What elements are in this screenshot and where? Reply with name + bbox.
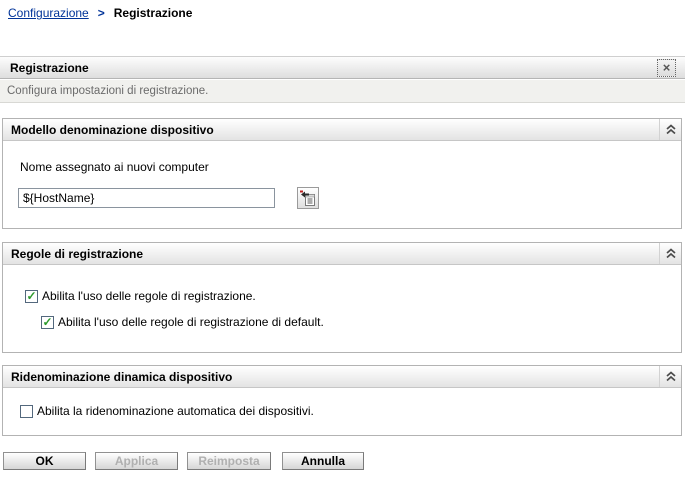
panel-subtitle-bar xyxy=(0,80,685,103)
section-header-device-naming xyxy=(3,119,681,141)
enable-registration-rules-row xyxy=(25,289,256,303)
breadcrumb xyxy=(8,6,192,20)
section-dynamic-rename xyxy=(2,365,682,436)
enable-default-rules-row xyxy=(41,315,324,329)
panel-subtitle: Configura impostazioni di registrazione. xyxy=(7,85,209,97)
page-title: Registrazione xyxy=(10,61,89,75)
checkmark-icon: ✓ xyxy=(42,314,53,329)
section-header-dynamic-rename xyxy=(3,366,681,388)
apply-button[interactable]: Applica xyxy=(95,452,178,470)
device-name-field-label: Nome assegnato ai nuovi computer xyxy=(20,160,209,174)
enable-default-rules-label: Abilita l'uso delle regole di registrazione di default. xyxy=(58,315,324,329)
section-title: Modello denominazione dispositivo xyxy=(11,123,214,137)
breadcrumb-current: Registrazione xyxy=(113,6,193,20)
close-icon[interactable]: × xyxy=(657,59,676,77)
enable-auto-rename-label: Abilita la ridenominazione automatica dei dispositivi. xyxy=(37,404,314,418)
section-title: Ridenominazione dinamica dispositivo xyxy=(11,370,233,384)
collapse-icon[interactable] xyxy=(659,243,681,264)
panel-title-bar xyxy=(0,56,685,79)
enable-auto-rename-checkbox[interactable] xyxy=(20,405,33,418)
section-title: Regole di registrazione xyxy=(11,247,144,261)
cancel-button[interactable]: Annulla xyxy=(282,452,364,470)
enable-default-rules-checkbox[interactable] xyxy=(41,316,54,329)
breadcrumb-separator: > xyxy=(97,6,105,20)
reset-button[interactable]: Reimposta xyxy=(187,452,271,470)
collapse-icon[interactable] xyxy=(659,119,681,140)
section-header-registration-rules xyxy=(3,243,681,265)
section-registration-rules xyxy=(2,242,682,353)
enable-registration-rules-checkbox[interactable] xyxy=(25,290,38,303)
checkmark-icon: ✓ xyxy=(26,288,37,303)
insert-macro-button[interactable] xyxy=(297,187,319,209)
ok-button[interactable]: OK xyxy=(3,452,86,470)
breadcrumb-link-configurazione[interactable]: Configurazione xyxy=(8,6,89,20)
collapse-icon[interactable] xyxy=(659,366,681,387)
insert-macro-icon xyxy=(300,190,316,206)
device-name-template-input[interactable] xyxy=(18,188,275,208)
enable-auto-rename-row xyxy=(20,404,314,418)
section-device-naming-template xyxy=(2,118,682,229)
enable-registration-rules-label: Abilita l'uso delle regole di registrazione. xyxy=(42,289,256,303)
